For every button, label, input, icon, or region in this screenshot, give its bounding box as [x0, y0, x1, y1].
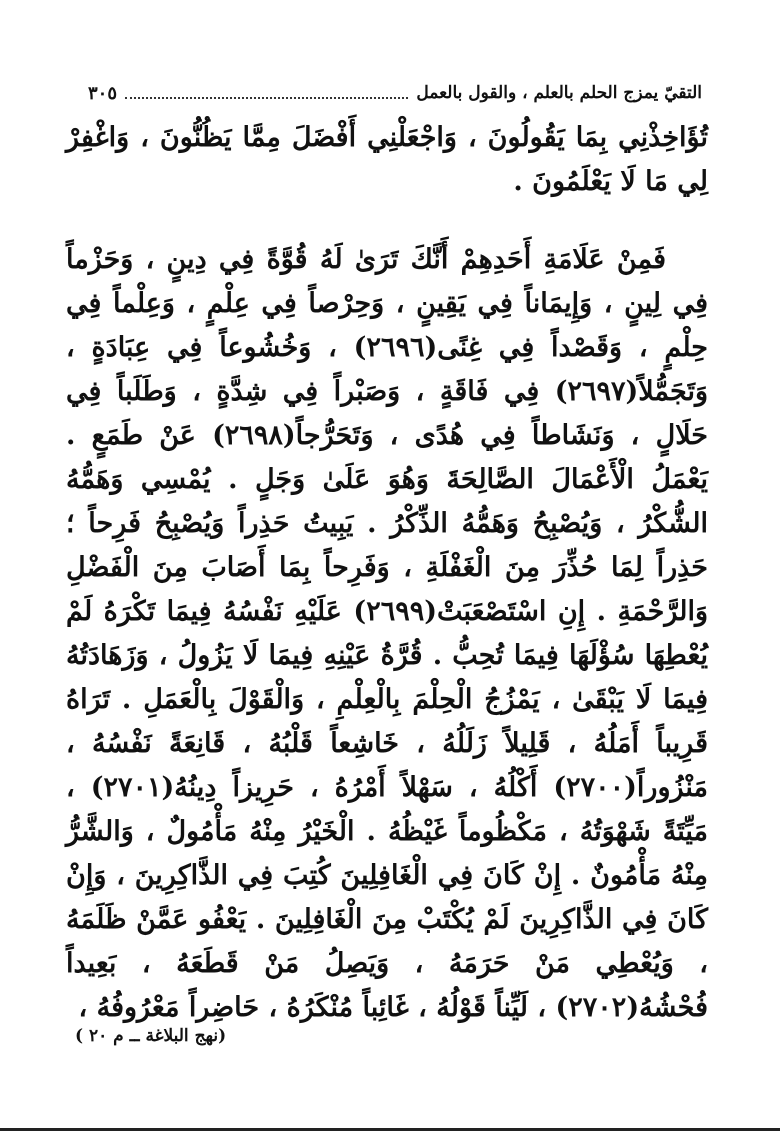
running-title: التقيّ يمزج الحلم بالعلم ، والقول بالعمل — [416, 83, 702, 103]
dotted-leader — [125, 87, 408, 99]
body-text — [66, 116, 708, 1030]
bottom-rule — [0, 1128, 780, 1131]
page-number: ٣٠٥ — [88, 82, 118, 104]
main-paragraph: فَمِنْ عَلَامَةِ أَحَدِهِمْ أَنَّكَ تَرَىٰ لَهُ قُوَّةً فِي دِينٍ ، وَحَزْماً فِي لِينٍ ، وَإِيمَاناً فِي يَقِينٍ ، وَحِرْصاً فِي عِلْمٍ ، وَعِلْماً فِي حِلْمٍ ، وَقَصْداً فِي غِنًى(٢٦٩٦) ، وَخُشُوعاً فِي عِبَادَةٍ ، وَتَجَمُّلاً(٢٦٩٧) فِي فَاقَةٍ ، وَصَبْراً فِي شِدَّةٍ ، وَطَلَباً فِي حَلَالٍ ، وَنَشَاطاً فِي هُدًى ، وَتَحَرُّجاً(٢٦٩٨) عَنْ طَمَعٍ . يَعْمَلُ الْأَعْمَالَ الصَّالِحَةَ وَهُوَ عَلَىٰ وَجَلٍ . يُمْسِي وَهَمُّهُ الشُّكْرُ ، وَيُصْبِحُ وَهَمُّهُ الذِّكْرُ . يَبِيتُ حَذِراً وَيُصْبِحُ فَرِحاً ؛ حَذِراً لِمَا حُذِّرَ مِنَ الْغَفْلَةِ ، وَفَرِحاً بِمَا أَصَابَ مِنَ الْفَضْلِ وَالرَّحْمَةِ . إِنِ اسْتَصْعَبَتْ(٢٦٩٩) عَلَيْهِ نَفْسُهُ فِيمَا تَكْرَهُ لَمْ يُعْطِهَا سُؤْلَهَا فِيمَا تُحِبُّ . قُرَّةُ عَيْنِهِ فِيمَا لَا يَزُولُ ، وَزَهَادَتُهُ فِيمَا لَا يَبْقَىٰ ، يَمْزُجُ الْحِلْمَ بِالْعِلْمِ ، وَالْقَوْلَ بِالْعَمَلِ . تَرَاهُ قَرِيباً أَمَلُهُ ، قَلِيلاً زَلَلُهُ ، خَاشِعاً قَلْبُهُ ، قَانِعَةً نَفْسُهُ ، مَنْزُوراً(٢٧٠٠) أَكْلُهُ ، سَهْلاً أَمْرُهُ ، حَرِيزاً دِينُهُ(٢٧٠١) ، مَيِّتَةً شَهْوَتُهُ ، مَكْظُوماً غَيْظُهُ . الْخَيْرُ مِنْهُ مَأْمُولٌ ، وَالشَّرُّ مِنْهُ مَأْمُونٌ . إِنْ كَانَ فِي الْغَافِلِينَ كُتِبَ فِي الذَّاكِرِينَ ، وَإِنْ كَانَ فِي الذَّاكِرِينَ لَمْ يُكْتَبْ مِنَ الْغَافِلِينَ . يَعْفُو عَمَّنْ ظَلَمَهُ ، وَيُعْطِي مَنْ حَرَمَهُ ، وَيَصِلُ مَنْ قَطَعَهُ ، بَعِيداً فُحْشُهُ(٢٧٠٢) ، لَيِّناً قَوْلُهُ ، غَائِباً مُنْكَرُهُ ، حَاضِراً مَعْرُوفُهُ ، — [66, 244, 709, 1023]
intro-paragraph: تُؤَاخِذْنِي بِمَا يَقُولُونَ ، وَاجْعَلْنِي أَفْضَلَ مِمَّا يَظُنُّونَ ، وَاغْفِرْ لِي مَا لَا يَعْلَمُونَ . — [66, 122, 708, 197]
signature-mark: (نهج البلاغة ــ م ٢٠ ) — [75, 1026, 227, 1046]
running-head — [88, 80, 702, 106]
